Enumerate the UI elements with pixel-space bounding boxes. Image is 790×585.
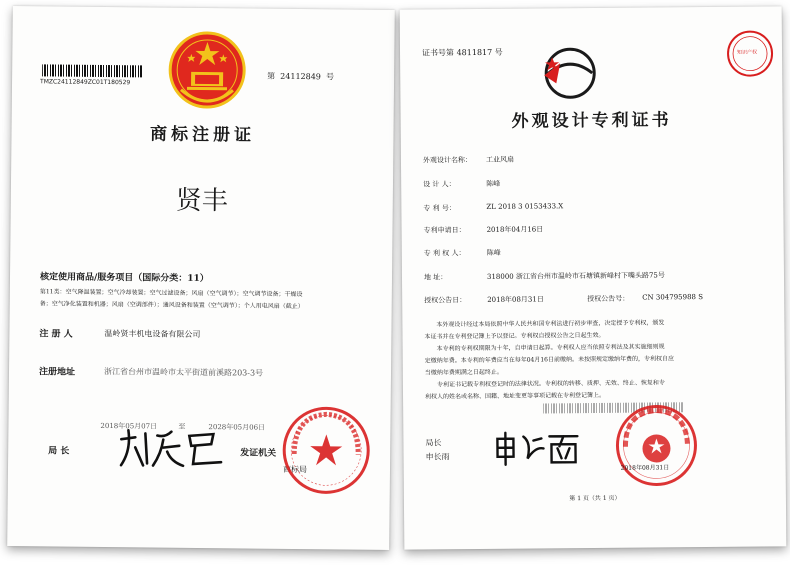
registration-number: 第 24112849 号 bbox=[267, 71, 335, 82]
field-label-design-name: 外观设计名称： bbox=[422, 156, 473, 165]
patent-office-logo-icon bbox=[530, 43, 611, 104]
body-line: 当缴纳年费期满之日起终止。 bbox=[424, 368, 503, 377]
address-label: 注册地址 bbox=[38, 367, 76, 378]
address-value: 浙江省台州市温岭市太平街道前溪路203-3号 bbox=[103, 366, 264, 378]
field-label-designer: 设 计 人： bbox=[423, 180, 456, 189]
goods-line-2: 备；空气净化装置和机器；风扇（空调部件）；通风设备和装置（空气调节）；个人用电风扇（截止） bbox=[39, 300, 304, 311]
national-emblem-icon bbox=[167, 30, 248, 113]
page-title: 外观设计专利证书 bbox=[511, 110, 672, 132]
field-label-patent-no: 专 利 号： bbox=[423, 204, 456, 213]
field-value-patentee: 陈峰 bbox=[486, 248, 501, 257]
body-line: 本专利的专利权期限为十年，自申请日起算。专利权人应当依照专利法及其实施细则规 bbox=[436, 343, 665, 353]
director-label: 局长 bbox=[425, 438, 442, 448]
trademark-mark: 贤丰 bbox=[175, 185, 228, 217]
barcode bbox=[42, 64, 142, 77]
trademark-certificate bbox=[7, 6, 395, 550]
body-line: 定缴纳年费。本专利的年费应当在每年04月16日前缴纳。未按照规定缴纳年费的，专利权自应 bbox=[424, 355, 675, 365]
barcode-text: TMZC24112849ZC01T180529 bbox=[40, 78, 131, 87]
field-value-grant-no: CN 304795988 S bbox=[642, 293, 704, 302]
registrant-label: 注 册 人 bbox=[39, 329, 73, 340]
field-label-grant-date: 授权公告日： bbox=[424, 296, 467, 305]
director-label: 局 长 bbox=[48, 446, 70, 457]
director-signature bbox=[491, 428, 586, 469]
goods-heading: 核定使用商品/服务项目（国际分类：11） bbox=[39, 272, 209, 285]
patent-certificate bbox=[400, 6, 787, 549]
body-line: 本外观设计经过本局依照中华人民共和国专利法进行初步审查，决定授予专利权，颁发 bbox=[436, 319, 665, 329]
period-to: 至 bbox=[178, 422, 186, 431]
field-value-filing-date: 2018年04月16日 bbox=[486, 225, 544, 234]
field-value-designer: 陈峰 bbox=[486, 179, 501, 188]
body-line: 本证书并在专利登记簿上予以登记。专利权自授权公告之日起生效。 bbox=[424, 331, 605, 341]
seal-date: 2018年08月31日 bbox=[620, 464, 670, 472]
field-value-address: 318000 浙江省台州市温岭市石塘镇新峰村下嘴头路75号 bbox=[486, 271, 665, 281]
ip-badge-text: 知识产权 bbox=[737, 49, 758, 56]
issuer-stamp-text: 商标局 bbox=[282, 464, 308, 475]
page-title: 商标注册证 bbox=[149, 124, 256, 146]
field-label-address: 地 址： bbox=[423, 273, 448, 282]
director-signature bbox=[113, 425, 233, 471]
field-label-patentee: 专 利 权 人： bbox=[423, 249, 466, 258]
goods-line-1: 第11类：空气降温装置；空气冷却装置；空气过滤设备；风扇（空气调节）；空气调节设备；干燥设 bbox=[39, 288, 303, 299]
official-seal-icon bbox=[280, 404, 373, 497]
period-end: 2028年05月06日 bbox=[208, 423, 266, 432]
period-start: 2018年05月07日 bbox=[100, 421, 158, 431]
field-value-grant-date: 2018年08月31日 bbox=[487, 295, 544, 304]
field-value-design-name: 工业风扇 bbox=[485, 155, 514, 164]
patent-office-seal-icon bbox=[613, 402, 700, 489]
field-value-patent-no: ZL 2018 3 0153433.X bbox=[486, 202, 564, 211]
issuer-label: 发证机关 bbox=[240, 448, 277, 459]
director-name: 申长雨 bbox=[425, 452, 450, 462]
body-line: 专利证书记载专利权登记时的法律状况。专利权的转移、质押、无效、终止、恢复和专 bbox=[436, 379, 665, 389]
body-line: 利权人的姓名或名称、国籍、地址变更等事项记载在专利登记簿上。 bbox=[425, 391, 606, 401]
certificate-number: 证书号第 4811817 号 bbox=[421, 47, 503, 58]
field-label-grant-no: 授权公告号： bbox=[587, 294, 630, 304]
field-label-filing-date: 专利申请日： bbox=[423, 226, 466, 235]
registrant-value: 温岭贤丰机电设备有限公司 bbox=[104, 328, 201, 339]
page-footer: 第 1 页（共 1 页） bbox=[569, 494, 621, 503]
